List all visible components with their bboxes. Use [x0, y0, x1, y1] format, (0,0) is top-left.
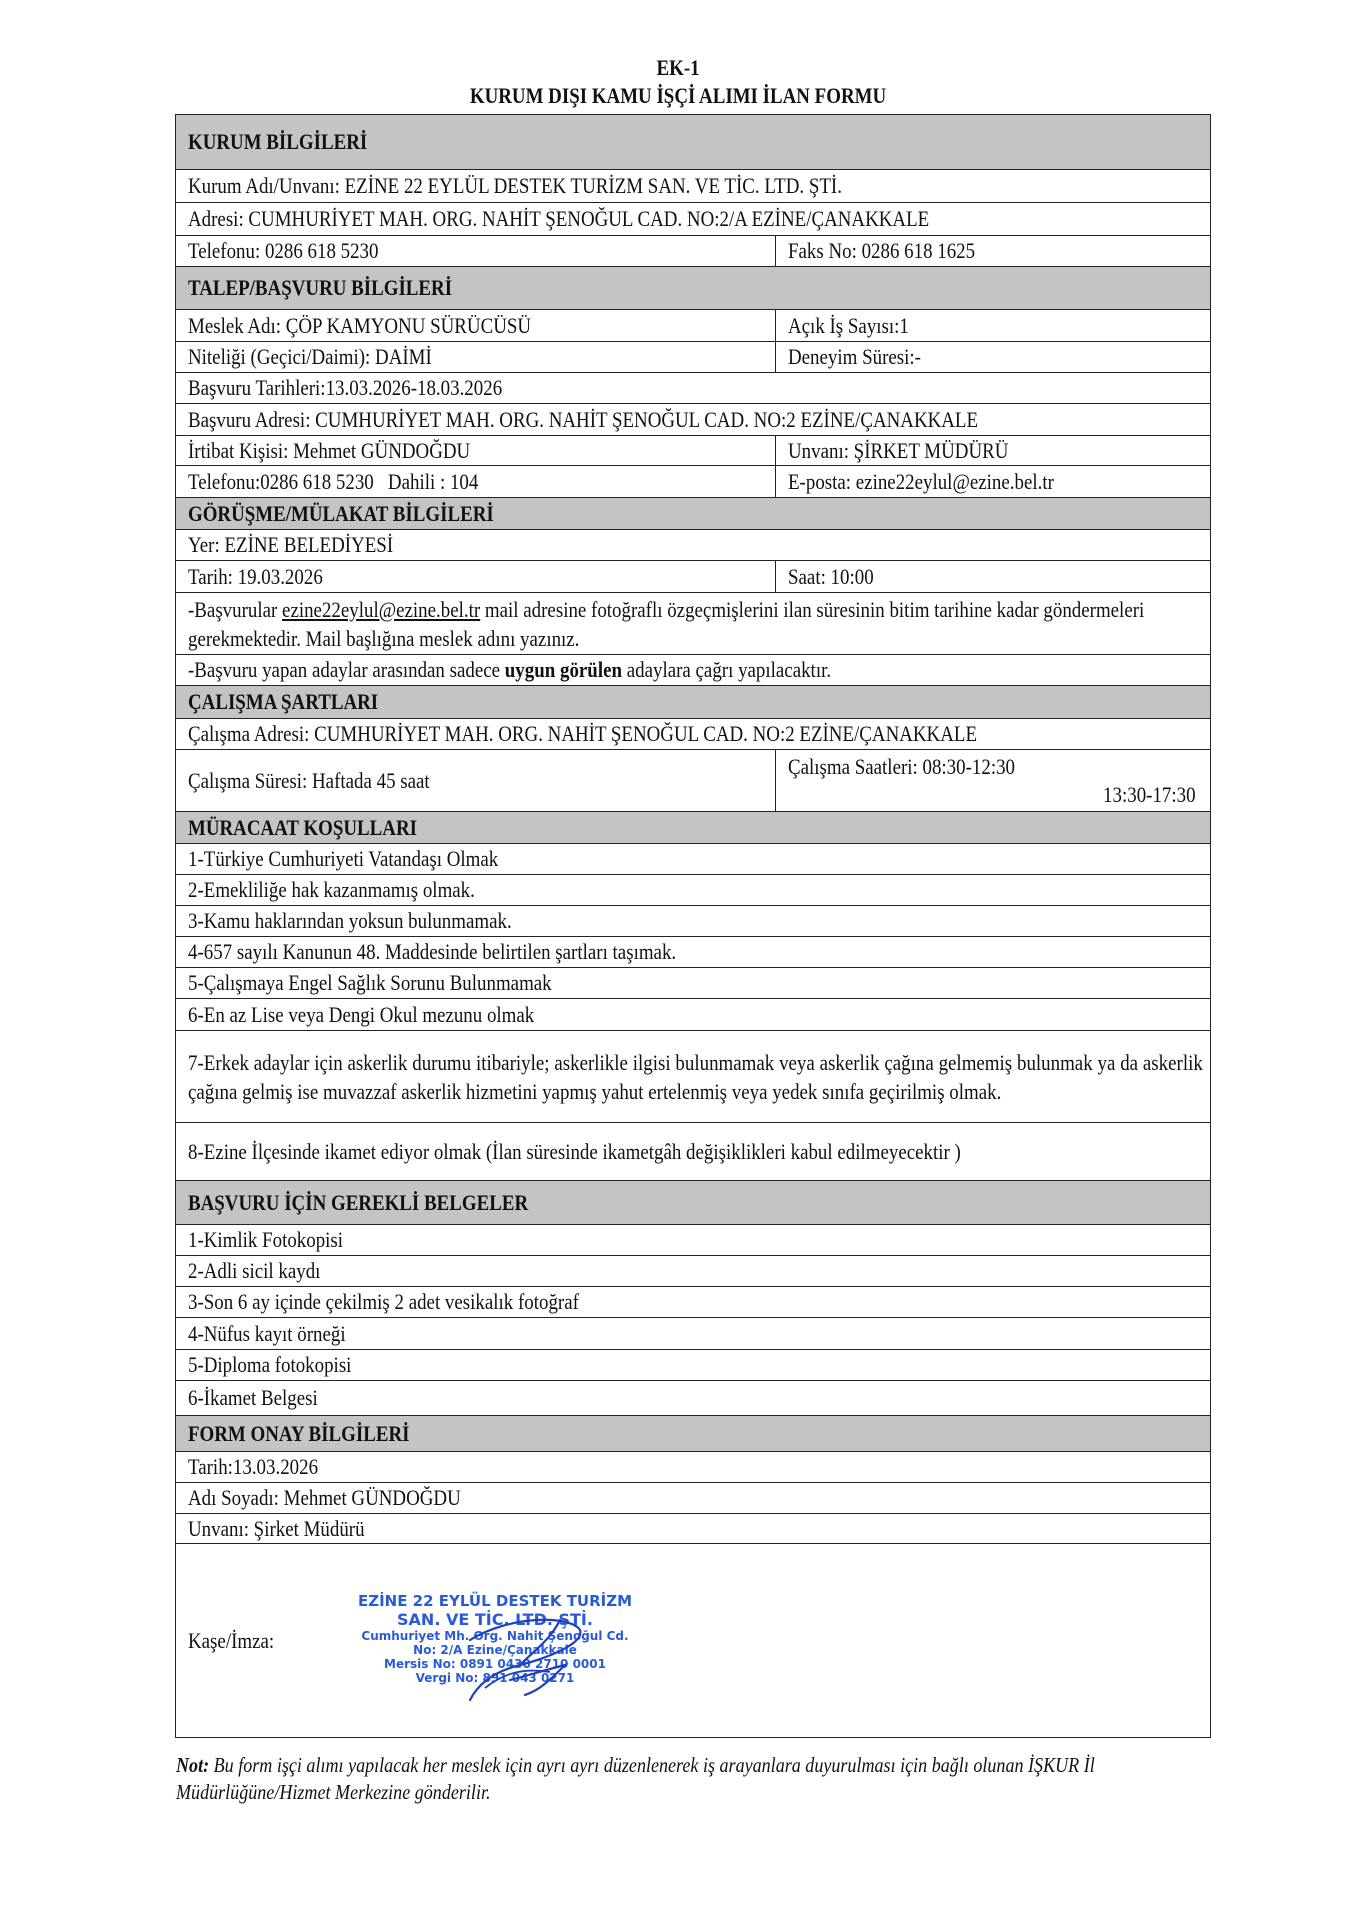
- condition-item: 2-Emekliliğe hak kazanmamış olmak.: [188, 877, 475, 902]
- work-address: Çalışma Adresi: CUMHURİYET MAH. ORG. NAHİT ŞENOĞUL CAD. NO:2 EZİNE/ÇANAKKALE: [188, 721, 977, 746]
- contact-person: İrtibat Kişisi: Mehmet GÜNDOĞDU: [188, 437, 471, 463]
- institution-name: Kurum Adı/Unvanı: EZİNE 22 EYLÜL DESTEK TURİZM SAN. VE TİC. LTD. ŞTİ.: [188, 173, 842, 198]
- institution-fax: Faks No: 0286 618 1625: [787, 238, 976, 263]
- approval-date: Tarih:13.03.2026: [188, 1454, 319, 1479]
- form-title: KURUM DIŞI KAMU İŞÇİ ALIMI İLAN FORMU: [470, 83, 887, 108]
- signature-icon: [450, 1610, 600, 1710]
- stamp-signature-label: Kaşe/İmza:: [188, 1627, 275, 1653]
- announcement-form: [175, 114, 1211, 1738]
- work-hours-afternoon: 13:30-17:30: [1103, 781, 1196, 807]
- condition-item: 1-Türkiye Cumhuriyeti Vatandaşı Olmak: [188, 846, 499, 871]
- institution-phone: Telefonu: 0286 618 5230: [188, 238, 379, 263]
- document-item: 5-Diploma fotokopisi: [188, 1352, 352, 1377]
- contact-email[interactable]: E-posta: ezine22eylul@ezine.bel.tr: [787, 468, 1054, 494]
- open-positions: Açık İş Sayısı:1: [787, 312, 909, 338]
- section-title: GÖRÜŞME/MÜLAKAT BİLGİLERİ: [188, 500, 494, 526]
- document-item: 3-Son 6 ay içinde çekilmiş 2 adet vesikalık fotoğraf: [188, 1289, 579, 1314]
- section-title: TALEP/BAŞVURU BİLGİLERİ: [188, 275, 453, 300]
- contact-title: Unvanı: ŞİRKET MÜDÜRÜ: [787, 437, 1009, 463]
- section-title: FORM ONAY BİLGİLERİ: [188, 1420, 410, 1446]
- condition-item: 5-Çalışmaya Engel Sağlık Sorunu Bulunmamak: [188, 970, 552, 995]
- condition-item: 7-Erkek adaylar için askerlik durumu itibariyle; askerlikle ilgisi bulunmamak veya askerlik çağına gelmemiş bulunmak ya da askerlik çağına gelmiş ise muvazzaf askerlik hizmetini yapmış yahut ertelenmiş veya yedek sınıfa geçirilmiş olmak.: [188, 1049, 1203, 1104]
- application-instruction: -Başvurular ezine22eylul@ezine.bel.tr mail adresine fotoğraflı özgeçmişlerini ilan süresinin bitim tarihine kadar göndermeleri gerekmektedir. Mail başlığına meslek adını yazınız.: [188, 596, 1145, 651]
- experience-duration: Deneyim Süresi:-: [787, 344, 921, 369]
- section-title: ÇALIŞMA ŞARTLARI: [188, 689, 379, 714]
- application-address: Başvuru Adresi: CUMHURİYET MAH. ORG. NAHİT ŞENOĞUL CAD. NO:2 EZİNE/ÇANAKKALE: [188, 406, 979, 432]
- document-item: 4-Nüfus kayıt örneği: [188, 1320, 346, 1346]
- work-duration: Çalışma Süresi: Haftada 45 saat: [188, 767, 430, 793]
- company-stamp: EZİNE 22 EYLÜL DESTEK TURİZM SAN. VE TİC. LTD. ŞTİ. Cumhuriyet Mh. Org. Nahit Şenoğul Cd. No: 2/A Ezine/Çanakkale Mersis No: 0891 0430 2710 0001 Vergi No: 891 043 0271: [357, 1592, 633, 1685]
- section-title: KURUM BİLGİLERİ: [188, 129, 368, 154]
- institution-address: Adresi: CUMHURİYET MAH. ORG. NAHİT ŞENOĞUL CAD. NO:2/A EZİNE/ÇANAKKALE: [188, 206, 930, 231]
- section-talep-header: [176, 267, 1211, 310]
- section-belgeler-header: [176, 1181, 1211, 1225]
- condition-item: 8-Ezine İlçesinde ikamet ediyor olmak (İlan süresinde ikametgâh değişiklikleri kabul edilmeyecektir ): [188, 1139, 961, 1164]
- application-dates: Başvuru Tarihleri:13.03.2026-18.03.2026: [188, 375, 503, 400]
- section-muracaat-header: [176, 812, 1211, 844]
- interview-place: Yer: EZİNE BELEDİYESİ: [188, 532, 394, 557]
- section-title: BAŞVURU İÇİN GEREKLİ BELGELER: [188, 1189, 529, 1215]
- document-item: 1-Kimlik Fotokopisi: [188, 1227, 344, 1252]
- interview-date: Tarih: 19.03.2026: [188, 563, 323, 589]
- section-gorusme-header: [176, 498, 1211, 530]
- footer-note: Not: Bu form işçi alımı yapılacak her meslek için ayrı ayrı düzenlenerek iş arayanlara duyurulması için bağlı olunan İŞKUR İl Müdürlüğüne/Hizmet Merkezine gönderilir.: [176, 1753, 1095, 1804]
- condition-item: 3-Kamu haklarından yoksun bulunmamak.: [188, 908, 512, 933]
- job-nature: Niteliği (Geçici/Daimi): DAİMİ: [188, 344, 432, 369]
- condition-item: 4-657 sayılı Kanunun 48. Maddesinde belirtilen şartları taşımak.: [188, 939, 677, 964]
- document-item: 6-İkamet Belgesi: [188, 1385, 318, 1410]
- section-calisma-header: [176, 686, 1211, 719]
- annex-label: EK-1: [656, 55, 701, 80]
- contact-phone: Telefonu:0286 618 5230 Dahili : 104: [188, 468, 479, 494]
- section-title: MÜRACAAT KOŞULLARI: [188, 814, 418, 840]
- occupation-name: Meslek Adı: ÇÖP KAMYONU SÜRÜCÜSÜ: [188, 312, 532, 338]
- selection-note: -Başvuru yapan adaylar arasından sadece uygun görülen adaylara çağrı yapılacaktır.: [188, 657, 832, 682]
- section-kurum-header: [176, 115, 1211, 170]
- approver-title: Unvanı: Şirket Müdürü: [188, 1515, 365, 1541]
- document-item: 2-Adli sicil kaydı: [188, 1258, 321, 1283]
- approver-name: Adı Soyadı: Mehmet GÜNDOĞDU: [188, 1485, 461, 1510]
- condition-item: 6-En az Lise veya Dengi Okul mezunu olmak: [188, 1001, 535, 1027]
- section-onay-header: [176, 1416, 1211, 1452]
- interview-time: Saat: 10:00: [787, 563, 874, 589]
- application-email-link[interactable]: ezine22eylul@ezine.bel.tr: [282, 596, 481, 622]
- work-hours-morning: Çalışma Saatleri: 08:30-12:30: [787, 753, 1015, 779]
